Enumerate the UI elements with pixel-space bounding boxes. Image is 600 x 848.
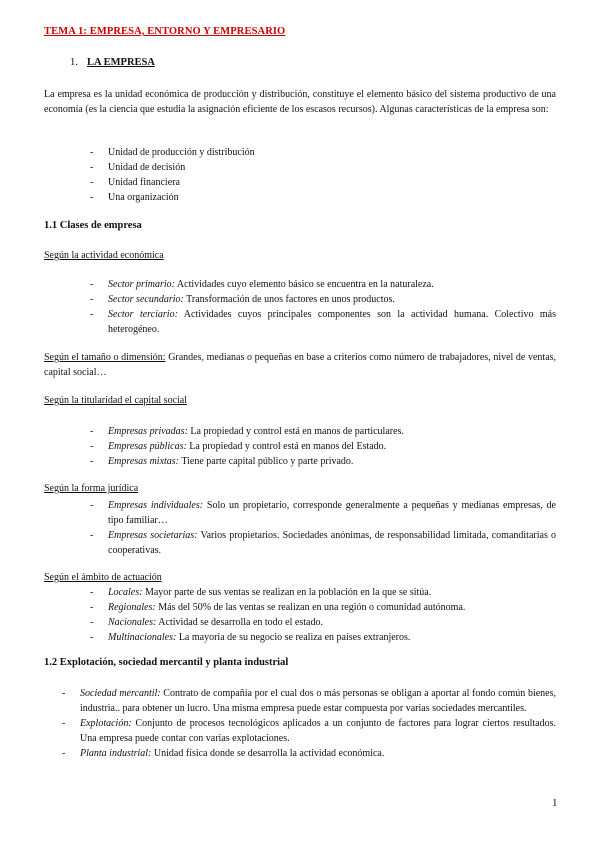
list-item: - Explotación: Conjunto de procesos tecnológicos aplicados a un conjunto de factores para lograr ciertos resultados. Una empresa puede contar con varias explotaciones. (62, 716, 556, 746)
list-item: - Unidad de decisión (90, 160, 556, 175)
ambito-list (90, 585, 556, 645)
category-label: Según la titularidad el capital social (44, 395, 188, 406)
list-item: - Empresas privadas: La propiedad y control está en manos de particulares. (90, 424, 556, 439)
forma-list (90, 498, 556, 558)
list-item: - Sociedad mercantil: Contrato de compañía por el cual dos o más personas se obligan a aportar al fondo común bienes, industria.. para obtener un lucro. Una misma empresa puede estar compuesta por varias sociedades mercantiles. (62, 686, 556, 716)
titularidad-list (90, 424, 556, 469)
list-item: - Empresas societarias: Varios propietarios. Sociedades anónimas, de responsabilidad limitada, comanditarias o cooperativas. (90, 528, 556, 558)
category-label: Según el ámbito de actuación (44, 572, 162, 583)
document-title: TEMA 1: EMPRESA, ENTORNO Y EMPRESARIO (44, 26, 286, 37)
list-item: - Empresas públicas: La propiedad y control está en manos del Estado. (90, 439, 556, 454)
subsection-heading: 1.2 Explotación, sociedad mercantil y planta industrial (44, 657, 289, 668)
list-item: - Empresas mixtas: Tiene parte capital público y parte privado. (90, 454, 556, 469)
category-label: Según la forma jurídica (44, 483, 139, 494)
list-item: - Multinacionales: La mayoría de su negocio se realiza en países extranjeros. (90, 630, 556, 645)
explotacion-list (62, 686, 556, 761)
list-item: - Locales: Mayor parte de sus ventas se realizan en la población en la que se sitúa. (90, 585, 556, 600)
list-item: - Empresas individuales: Solo un propietario, corresponde generalmente a pequeñas y medianas empresas, de tipo familiar… (90, 498, 556, 528)
category-label: Según la actividad económica (44, 250, 164, 261)
section-number: 1. (70, 57, 78, 68)
list-item: - Una organización (90, 190, 556, 205)
list-item: - Sector secundario: Transformación de unos factores en unos productos. (90, 292, 556, 307)
list-item: - Nacionales: Actividad se desarrolla en todo el estado. (90, 615, 556, 630)
subsection-heading: 1.1 Clases de empresa (44, 220, 142, 231)
tamano-paragraph: Según el tamaño o dimensión: Grandes, medianas o pequeñas en base a criterios como número de trabajadores, nivel de ventas, capital social… (44, 352, 557, 378)
page-number: 1 (552, 797, 558, 809)
list-item: - Unidad de producción y distribución (90, 145, 556, 160)
list-item: - Unidad financiera (90, 175, 556, 190)
actividad-list (90, 277, 556, 337)
list-item: - Sector terciario: Actividades cuyos principales componentes son la actividad humana. Colectivo más heterogéneo. (90, 307, 556, 337)
list-item: - Sector primario: Actividades cuyo elemento básico se encuentra en la naturaleza. (90, 277, 556, 292)
list-item: - Planta industrial: Unidad física donde se desarrolla la actividad económica. (62, 746, 556, 761)
intro-paragraph: La empresa es la unidad económica de producción y distribución, constituye el elemento básico del sistema productivo de una economía (es la ciencia que estudia la asignación eficiente de los escasos recursos). Algunas características de la empresa son: (44, 89, 556, 115)
section-heading (70, 57, 155, 68)
category-label: Según el tamaño o dimensión: (44, 352, 166, 363)
characteristics-list (90, 145, 556, 205)
section-title: LA EMPRESA (87, 57, 155, 68)
list-item: - Regionales: Más del 50% de las ventas se realizan en una región o comunidad autónoma. (90, 600, 556, 615)
